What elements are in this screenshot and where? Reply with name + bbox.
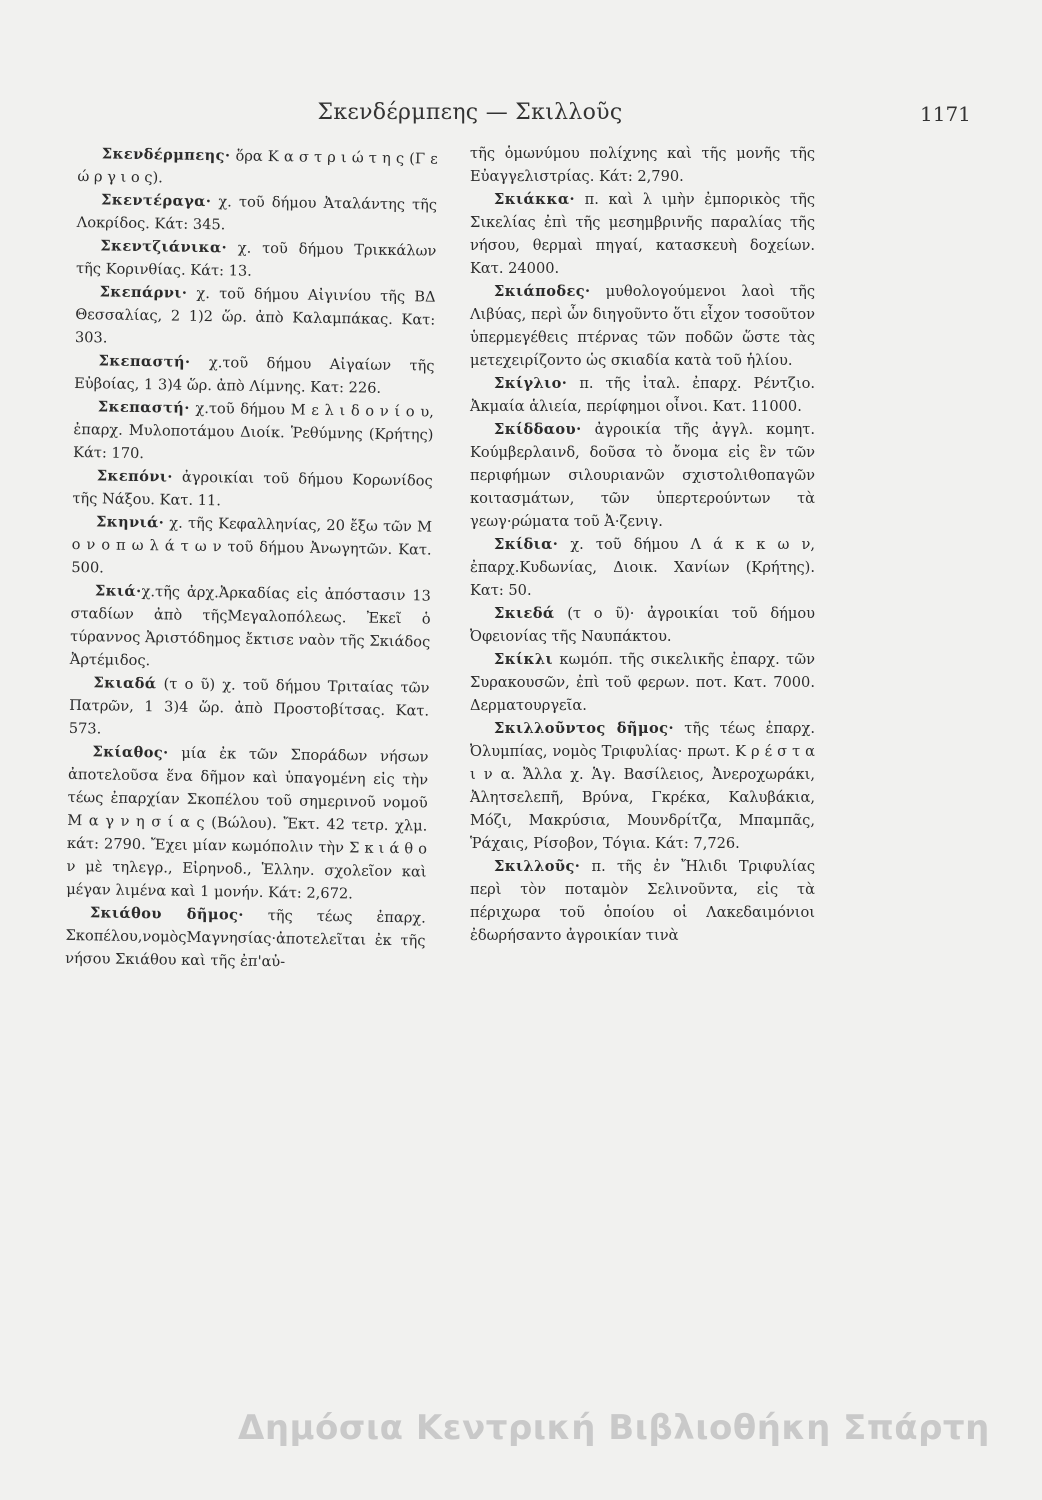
entry-text: τῆς ὁμωνύμου πολίχνης καὶ τῆς μονῆς τῆς Εὐαγγελιστρίας. Κάτ: 2,790.: [470, 145, 815, 185]
dictionary-entry: [75, 280, 436, 355]
headword: Σκιάθου δῆμος·: [89, 904, 244, 924]
entry-text: χ. τοῦ δήμου Ἀταλάντης τῆς Λοκρίδος. Κάτ: 345.: [76, 193, 438, 234]
entry-text: χ. τοῦ δήμου Αἰγινίου τῆς ΒΔ Θεσσαλίας, 2 1)2 ὥρ. ἀπὸ Καλαμπάκας. Κατ: 303.: [74, 284, 436, 347]
entry-text: κωμόπ. τῆς σικελικῆς ἐπαρχ. τῶν Συρακουσῶν, ἐπὶ τοῦ φερων. ποτ. Κατ. 7000. Δερματουργεῖα.: [470, 651, 815, 714]
headword: Σκεντέραγα·: [100, 191, 212, 211]
headword: Σκιλλοῦντος δῆμος·: [494, 720, 674, 737]
headword: Σκιά·: [94, 582, 142, 601]
headword: Σκίαθος·: [92, 743, 169, 762]
headword: Σκιάκκα·: [494, 191, 575, 208]
dictionary-entry: [65, 901, 426, 976]
entry-text: π. καὶ λ ιμὴν ἐμπορικὸς τῆς Σικελίας ἐπὶ τῆς μεσημβρινῆς παραλίας τῆς νήσου, θερμαὶ πηγαί, κατασκευὴ δοχείων. Κατ. 24000.: [470, 191, 815, 277]
dictionary-entry: [470, 418, 815, 533]
entry-text: μία ἐκ τῶν Σποράδων νήσων ἀποτελοῦσα ἕνα δῆμον καὶ ὑπαγομένη εἰς τὴν τέως ἐπαρχίαν Σκοπέλου τοῦ σημερινοῦ νομοῦ Μ α γ ν η σ ί α ς (Βώλου). Ἔκτ. 42 τετρ. χλμ. κάτ: 2790. Ἔχει μίαν κωμόπολιν τὴν Σ κ ι ά θ ο ν μὲ τηλεγρ., Εἰρηνοδ., Ἑλλην. σχολεῖον καὶ μέγαν λιμένα καὶ 1 μονήν. Κάτ: 2,672.: [66, 744, 429, 903]
entry-text: π. τῆς ἐν Ἤλιδι Τριφυλίας περὶ τὸν ποταμὸν Σελινοῦντα, εἰς τὰ πέριχωρα τοῦ ὁποίου οἱ Λακεδαιμόνιοι ἐδωρήσαντο ἀγροικίαν τινὰ: [470, 858, 815, 944]
entry-text: χ. τοῦ δήμου Λ ά κ κ ω ν, ἐπαρχ.Κυδωνίας, Διοικ. Χανίων (Κρήτης). Κατ: 50.: [470, 536, 815, 599]
headword: Σκεπάρνι·: [99, 283, 188, 302]
entry-text: (τ ο ῦ) χ. τοῦ δήμου Τριταίας τῶν Πατρῶν, 1 3)4 ὥρ. ἀπὸ Προστοβίτσας. Κατ. 573.: [68, 675, 430, 738]
entry-text: ὅρα Κ α σ τ ρ ι ώ τ η ς (Γ ε ώ ρ γ ι ο ς).: [77, 147, 438, 187]
headword: Σκίγλιο·: [494, 375, 568, 392]
dictionary-entry: [69, 671, 430, 746]
entry-text: χ. τῆς Κεφαλληνίας, 20 ἔξω τῶν Μ ο ν ο π ω λ ά τ ω ν τοῦ δήμου Ἀνωγητῶν. Κατ. 500.: [71, 514, 433, 577]
headword: Σκεντζιάνικα·: [100, 237, 228, 257]
headword: Σκιάποδες·: [494, 283, 591, 300]
entry-text: χ.τοῦ δήμου Αἰγαίων τῆς Εὐβοίας, 1 3)4 ὥρ. ἀπὸ Λίμνης. Κατ: 226.: [74, 353, 435, 397]
entry-text: τῆς τέως ἐπαρχ. Ὀλυμπίας, νομὸς Τριφυλίας· πρωτ. Κ ρ έ σ τ α ι ν α. Ἄλλα χ. Ἁγ. Βασίλειος, Ἀνεροχωράκι, Ἀλητσελεπῆ, Βρύνα, Γκρέκα, Καλυβάκια, Μόζι, Μακρύσια, Μουνδρίτζα, Μπαμπᾶς, Ῥάχαις, Ρίσοβον, Τόγια. Κάτ: 7,726.: [470, 720, 815, 852]
running-title: Σκενδέρμπεης — Σκιλλοῦς: [317, 100, 623, 125]
dictionary-entry: [470, 188, 815, 280]
entry-text: ἀγροικίαι τοῦ δήμου Κορωνίδος τῆς Νάξου. Κατ. 11.: [72, 468, 433, 510]
dictionary-entry: [470, 533, 815, 602]
headword: Σκιεδά: [494, 605, 555, 622]
dictionary-entry: [470, 648, 815, 717]
entry-text: χ. τοῦ δήμου Τρικκάλων τῆς Κορινθίας. Κάτ: 13.: [75, 239, 437, 280]
entry-text: ἀγροικία τῆς ἀγγλ. κομητ. Κούμβερλαινδ, δοῦσα τὸ ὄνομα εἰς ἓν τῶν περιφήμων σιλουριανῶν σχιστολιθοπαγῶν κοιτασμάτων, τῶν ὑπερτερούντων τὰ γεωγ·ρώματα τοῦ Ἀ·ζενιγ.: [470, 421, 815, 530]
entry-text: χ.τοῦ δήμου Μ ε λ ι δ ο ν ί ο υ, ἐπαρχ. Μυλοποτάμου Διοίκ. Ῥεθύμνης (Κρήτης) Κάτ: 170.: [72, 399, 434, 463]
page-number: 1171: [920, 102, 971, 126]
right-column: [470, 142, 815, 947]
dictionary-entry: [76, 234, 437, 286]
dictionary-entry: [77, 188, 438, 240]
dictionary-entry: [470, 602, 815, 648]
entry-text: μυθολογούμενοι λαοὶ τῆς Λιβύας, περὶ ὧν διηγοῦντο ὅτι εἶχον τοσοῦτον ὑπερμεγέθεις πτέρνας τῶν ποδῶν ὥστε τὰς μετεχειρίζοντο ὡς σκιαδία κατὰ τοῦ ἡλίου.: [470, 283, 815, 369]
headword: Σκενδέρμπεης·: [101, 145, 231, 165]
dictionary-entry: [470, 855, 815, 947]
headword: Σκιλλοῦς·: [494, 858, 581, 875]
headword: Σκίδδαου·: [494, 421, 582, 438]
headword: Σκεπόνι·: [96, 467, 173, 486]
entry-text: τῆς τέως ἐπαρχ. Σκοπέλου,νομὸςΜαγνησίας·ἀποτελεῖται ἐκ τῆς νήσου Σκιάθου καὶ τῆς ἐπ'αὐ-: [65, 906, 426, 971]
dictionary-entry: [77, 142, 438, 194]
dictionary-entry: [70, 579, 431, 677]
dictionary-entry: [74, 349, 435, 401]
headword: Σκεπαστή·: [97, 398, 190, 417]
entry-text: χ.τῆς ἀρχ.Ἀρκαδίας εἰς ἀπόστασιν 13 σταδίων ἀπὸ τῆςΜεγαλοπόλεως. Ἐκεῖ ὁ τύραννος Ἀριστόδημος ἔκτισε ναὸν τῆς Σκιάδος Ἀρτέμιδος.: [69, 583, 432, 670]
dictionary-entry: [72, 464, 433, 516]
headword: Σκεπαστή·: [98, 352, 191, 371]
dictionary-entry: [470, 280, 815, 372]
headword: Σκίκλι: [494, 651, 553, 668]
dictionary-entry: [66, 740, 428, 907]
dictionary-entry: [71, 510, 432, 585]
entry-text: π. τῆς ἰταλ. ἐπαρχ. Ρέντζιο. Ἀκμαία ἁλιεία, περίφημοι οἶνοι. Κατ. 11000.: [470, 375, 815, 415]
library-watermark: Δημόσια Κεντρική Βιβλιοθήκη Σπάρτη: [238, 1408, 990, 1448]
headword: Σκιαδά: [93, 674, 157, 693]
left-column: [65, 142, 438, 976]
dictionary-entry: [470, 717, 815, 855]
entry-text: (τ ο ῦ)· ἀγροικίαι τοῦ δήμου Ὀφειονίας τῆς Ναυπάκτου.: [470, 605, 815, 645]
dictionary-entry: [470, 372, 815, 418]
dictionary-entry: [470, 142, 815, 188]
headword: Σκίδια·: [494, 536, 559, 553]
headword: Σκηνιά·: [95, 513, 165, 532]
dictionary-entry: [73, 395, 434, 470]
